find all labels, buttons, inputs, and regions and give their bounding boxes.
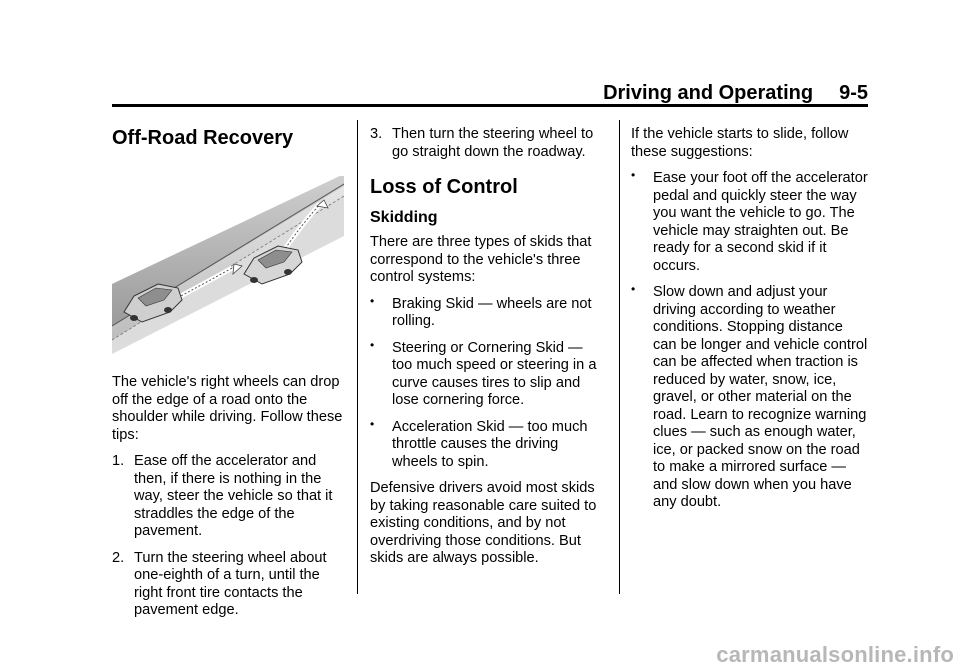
bullet-icon: • <box>631 168 636 182</box>
slide-intro: If the vehicle starts to slide, follow these suggestions: <box>631 126 849 160</box>
heading-loss-of-control: Loss of Control <box>370 176 518 198</box>
step-number: 2. <box>112 549 125 566</box>
column-2 <box>370 120 606 568</box>
off-road-intro: The vehicle's right wheels can drop off the edge of a road onto the shoulder while driving. Follow these tips: <box>112 374 343 443</box>
list-item <box>631 170 868 275</box>
header-rule <box>112 104 868 107</box>
list-item <box>370 337 606 410</box>
bullet-text: Braking Skid — wheels are not rolling. <box>392 295 592 329</box>
column-divider-1 <box>357 120 358 594</box>
list-item <box>370 293 606 331</box>
step-text: Then turn the steering wheel to go straight down the roadway. <box>392 126 594 160</box>
bullet-text: Slow down and adjust your driving according to weather conditions. Stopping distance can be longer and vehicle control can be affected when traction is reduced by water, snow, ice, gravel, or other material on the road. Learn to recognize warning clues — such as enough water, ice, or packed snow on the road to make a mirrored surface — and slow down when you have any doubt. <box>653 284 868 510</box>
bullet-icon: • <box>370 337 375 352</box>
section-title: Driving and Operating <box>603 82 814 104</box>
off-road-recovery-illustration <box>112 176 344 354</box>
step-text: Ease off the accelerator and then, if there is nothing in the way, steer the vehicle so that it straddles the edge of the pavement. <box>134 453 333 539</box>
list-item <box>112 453 344 541</box>
list-item <box>370 416 606 472</box>
page-number: 9-5 <box>839 82 868 104</box>
bullet-text: Steering or Cornering Skid — too much speed or steering in a curve causes tires to slip and lose cornering force. <box>392 339 597 408</box>
step-number: 1. <box>112 453 125 469</box>
bullet-icon: • <box>631 282 636 296</box>
list-item <box>631 284 868 512</box>
heading-skidding: Skidding <box>370 209 438 226</box>
bullet-icon: • <box>370 293 375 308</box>
heading-off-road-recovery: Off-Road Recovery <box>112 127 294 149</box>
watermark: carmanualsonline.info <box>716 642 954 667</box>
step-number: 3. <box>370 126 383 142</box>
list-item <box>370 126 606 161</box>
bullet-text: Acceleration Skid — too much throttle causes the driving wheels to spin. <box>392 418 588 470</box>
bullet-text: Ease your foot off the accelerator pedal and quickly steer the way you want the vehicle to go. The vehicle may straighten out. Be ready for a second skid if it occurs. <box>653 170 868 274</box>
bullet-icon: • <box>370 416 375 431</box>
column-3 <box>631 120 868 512</box>
skidding-intro: There are three types of skids that correspond to the vehicle's three control systems: <box>370 234 592 285</box>
step-text: Turn the steering wheel about one-eighth of a turn, until the right front tire contacts the pavement edge. <box>134 549 327 618</box>
column-divider-2 <box>619 120 620 594</box>
page-header <box>112 80 868 106</box>
skidding-outro: Defensive drivers avoid most skids by taking reasonable care suited to existing conditions, and by not overdriving those conditions. But skids are always possible. <box>370 480 597 566</box>
list-item <box>112 550 344 620</box>
